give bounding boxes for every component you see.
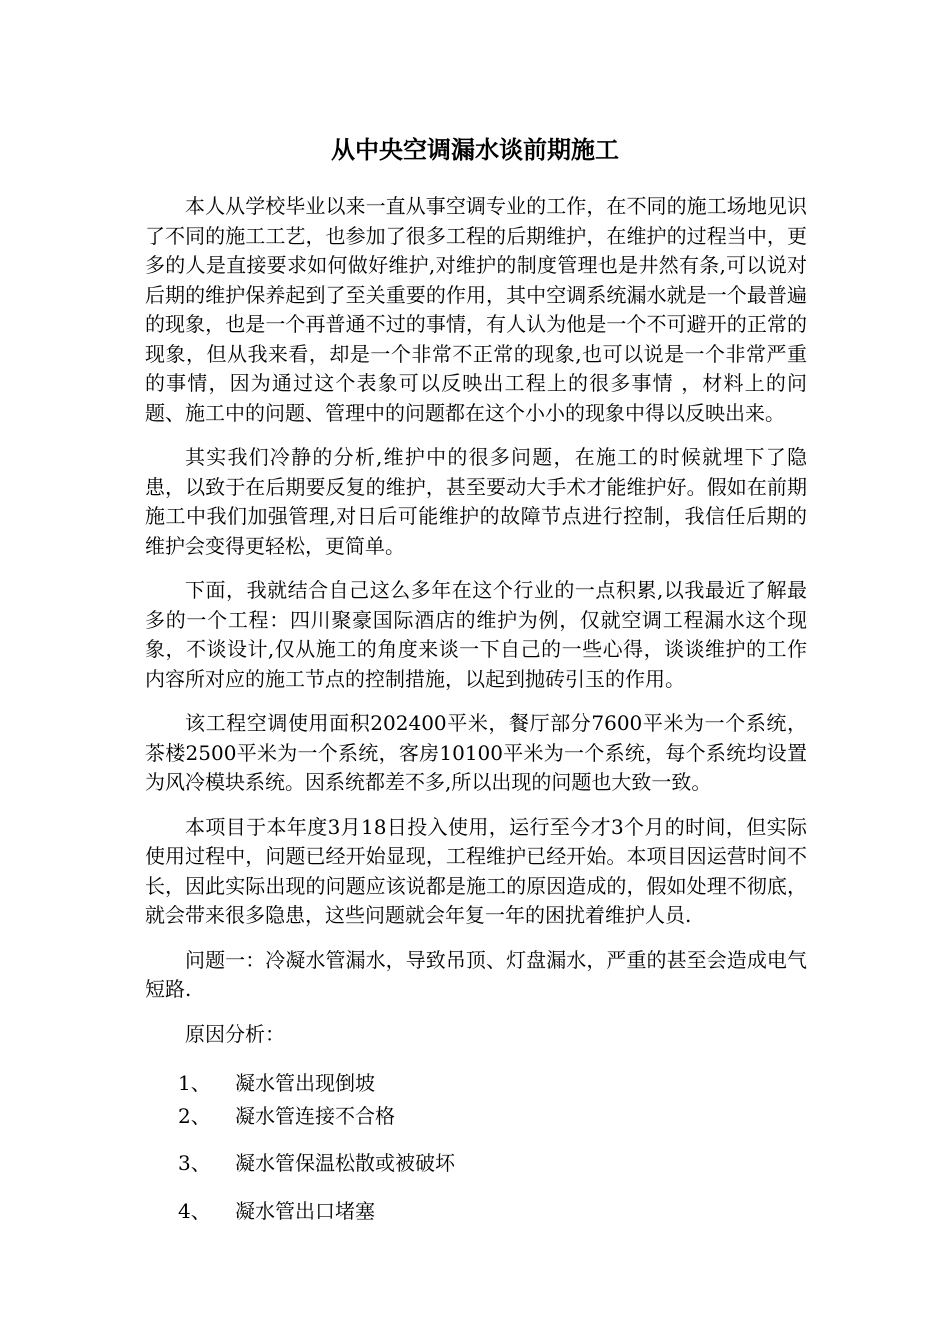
list-number: 2、 — [178, 1103, 211, 1128]
cause-list — [145, 1069, 807, 1226]
list-item — [145, 1069, 807, 1099]
paragraph: 本人从学校毕业以来一直从事空调专业的工作，在不同的施工场地见识了不同的施工工艺，也参加了很多工程的后期维护，在维护的过程当中，更多的人是直接要求如何做好维护,对维护的制度管理也是井然有条,可以说对后期的维护保养起到了至关重要的作用，其中空调系统漏水就是一个最普遍的现象，也是一个再普通不过的事情，有人认为他是一个不可避开的正常的现象，但从我来看，却是一个非常不正常的现象,也可以说是一个非常严重的事情，因为通过这个表象可以反映出工程上的很多事情 ，材料上的问题、施工中的问题、管理中的问题都在这个小小的现象中得以反映出来。 — [145, 194, 807, 425]
paragraph: 问题一：冷凝水管漏水，导致吊顶、灯盘漏水，严重的甚至会造成电气短路. — [145, 947, 807, 1001]
list-text: 凝水管连接不合格 — [235, 1103, 395, 1128]
paragraph: 原因分析： — [185, 1021, 285, 1046]
list-number: 3、 — [178, 1151, 211, 1175]
document-title: 从中央空调漏水谈前期施工 — [331, 136, 619, 164]
list-item — [145, 1197, 807, 1227]
paragraph: 其实我们冷静的分析,维护中的很多问题，在施工的时候就埋下了隐患，以致于在后期要反复的维护，甚至要动大手术才能维护好。假如在前期施工中我们加强管理,对日后可能维护的故障节点进行控制，我信任后期的维护会变得更轻松，更简单。 — [145, 445, 807, 558]
list-item — [145, 1149, 807, 1179]
list-text: 凝水管出现倒坡 — [235, 1071, 375, 1095]
list-text: 凝水管出口堵塞 — [235, 1198, 375, 1223]
paragraph: 本项目于本年度3月18日投入使用，运行至今才3个月的时间，但实际使用过程中，问题已经开始显现，工程维护已经开始。本项目因运营时间不长，因此实际出现的问题应该说都是施工的原因造成的，假如处理不彻底，就会带来很多隐患，这些问题就会年复一年的困扰着维护人员. — [145, 814, 807, 927]
paragraph: 该工程空调使用面积202400平米，餐厅部分7600平米为一个系统，茶楼2500平米为一个系统，客房10100平米为一个系统，每个系统均设置为风冷模块系统。因系统都差不多,所以出现的问题也大致一致。 — [145, 711, 807, 794]
document-body — [145, 192, 807, 1226]
paragraph: 下面，我就结合自己这么多年在这个行业的一点积累,以我最近了解最多的一个工程：四川聚豪国际酒店的维护为例，仅就空调工程漏水这个现象，不谈设计,仅从施工的角度来谈一下自己的一些心得，谈谈维护的工作内容所对应的施工节点的控制措施，以起到抛砖引玉的作用。 — [145, 578, 807, 691]
list-item — [145, 1102, 807, 1132]
list-number: 4、 — [178, 1198, 211, 1223]
list-number: 1、 — [178, 1071, 211, 1095]
list-text: 凝水管保温松散或被破坏 — [235, 1151, 455, 1175]
